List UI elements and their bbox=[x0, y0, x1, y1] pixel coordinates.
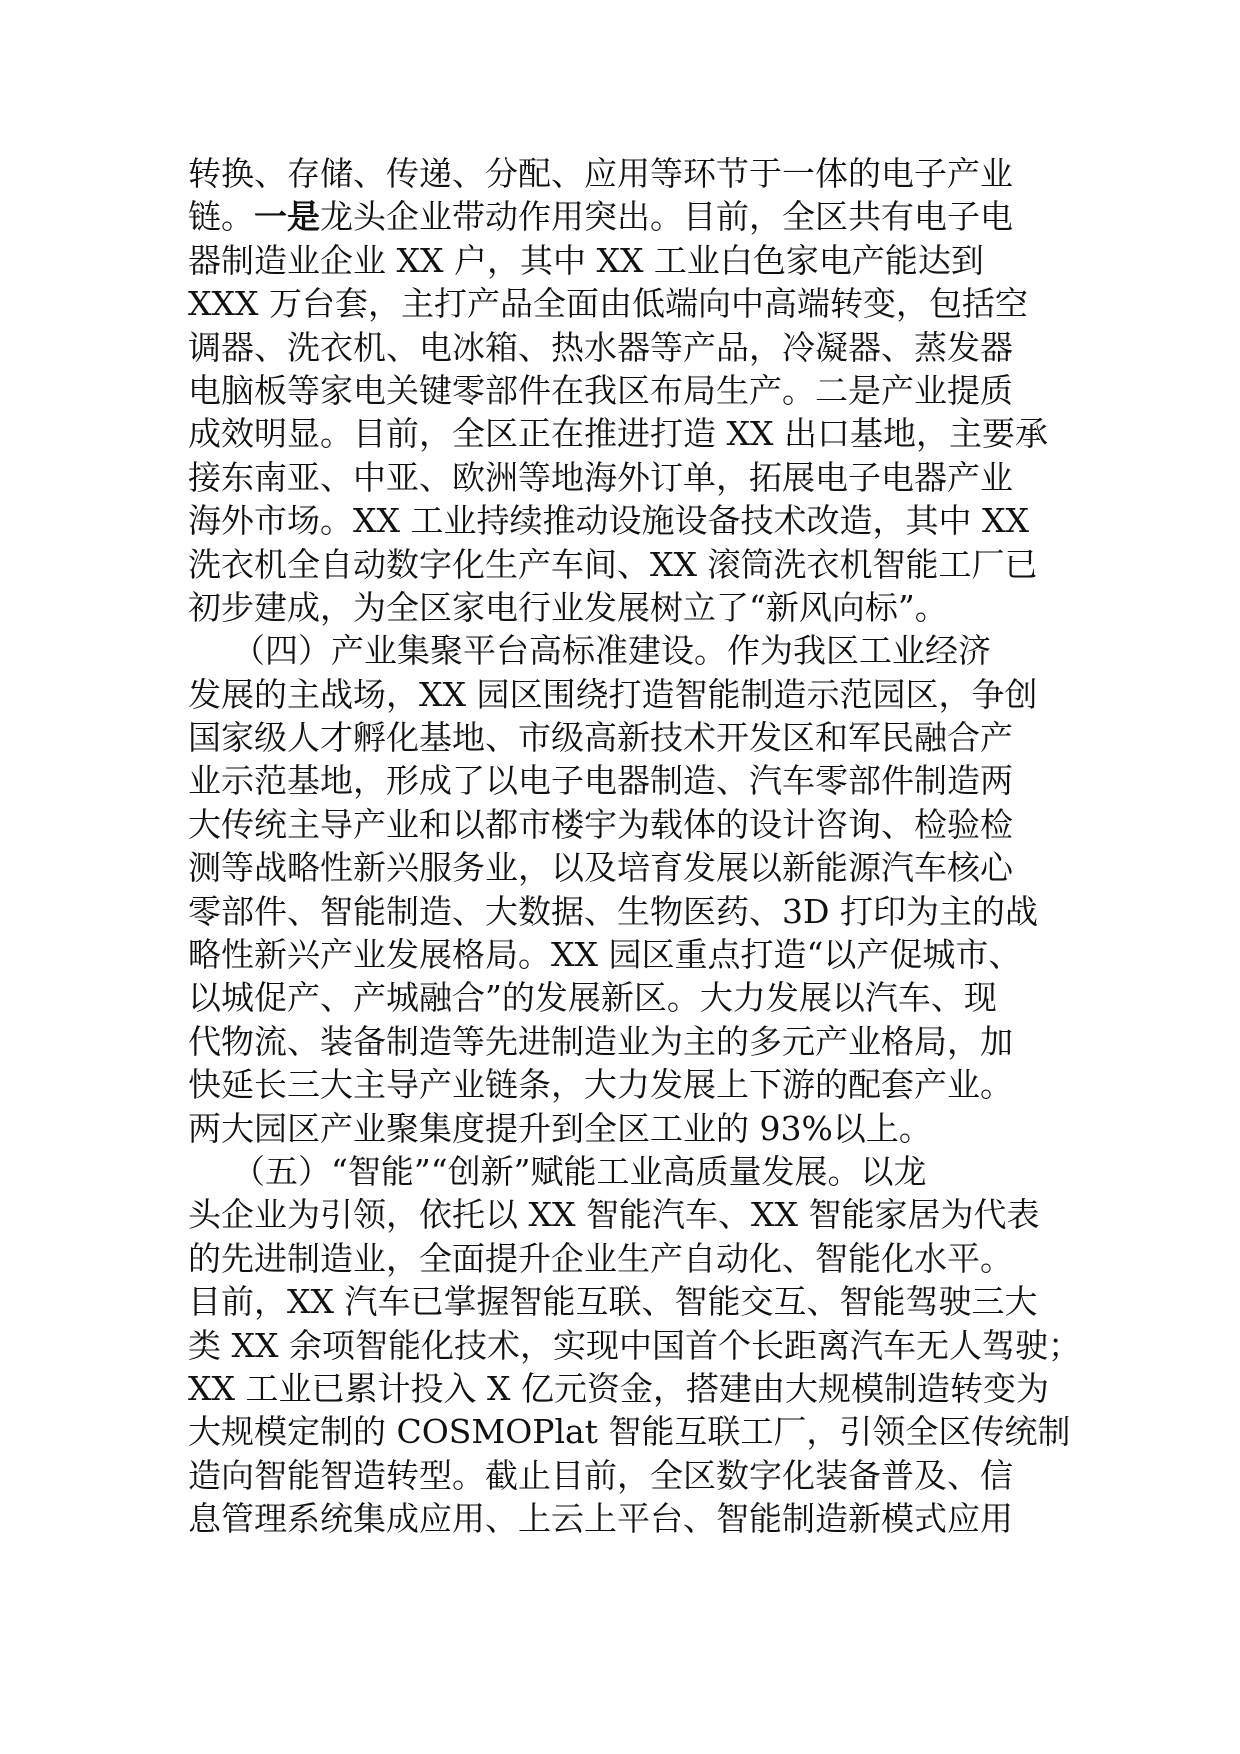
text-line: 息管理系统集成应用、上云上平台、智能制造新模式应用 bbox=[188, 1499, 1013, 1539]
text-line: 目前，XX 汽车已掌握智能互联、智能交互、智能驾驶三大 bbox=[188, 1282, 1038, 1322]
text-line: 洗衣机全自动数字化生产车间、XX 滚筒洗衣机智能工厂已 bbox=[188, 544, 1038, 584]
text-line: 测等战略性新兴服务业，以及培育发展以新能源汽车核心 bbox=[188, 848, 1013, 888]
text-line: 电脑板等家电关键零部件在我区布局生产。二是产业提质 bbox=[188, 370, 1013, 410]
text-line: 转换、存储、传递、分配、应用等环节于一体的电子产业 bbox=[188, 154, 1013, 193]
text-line: 大规模定制的 COSMOPlat 智能互联工厂，引领全区传统制 bbox=[188, 1412, 1071, 1452]
text-line: 国家级人才孵化基地、市级高新技术开发区和军民融合产 bbox=[188, 718, 1013, 758]
text-line: 头企业为引领，依托以 XX 智能汽车、XX 智能家居为代表 bbox=[188, 1195, 1040, 1235]
section-heading-line: （四）产业集聚平台高标准建设。作为我区工业经济 bbox=[232, 631, 991, 671]
text-line: 的先进制造业，全面提升企业生产自动化、智能化水平。 bbox=[188, 1238, 1013, 1278]
text-line bbox=[188, 195, 1088, 238]
text-line: 略性新兴产业发展格局。XX 园区重点打造“以产促城市、 bbox=[188, 935, 1022, 975]
text-line: 接东南亚、中亚、欧洲等地海外订单，拓展电子电器产业 bbox=[188, 457, 1013, 497]
emphasis-text: 一是 bbox=[254, 197, 320, 237]
text-line: 调器、洗衣机、电冰箱、热水器等产品，冷凝器、蒸发器 bbox=[188, 327, 1013, 367]
text-line: 零部件、智能制造、大数据、生物医药、3D 打印为主的战 bbox=[188, 891, 1038, 931]
text-line: 快延长三大主导产业链条，大力发展上下游的配套产业。 bbox=[188, 1065, 1013, 1105]
text-line: 造向智能智造转型。截止目前，全区数字化装备普及、信 bbox=[188, 1455, 1013, 1495]
text-line: 发展的主战场，XX 园区围绕打造智能制造示范园区，争创 bbox=[188, 674, 1038, 714]
text-line: 初步建成，为全区家电行业发展树立了“新风向标”。 bbox=[188, 587, 948, 627]
text-line: 两大园区产业聚集度提升到全区工业的 93%以上。 bbox=[188, 1108, 932, 1148]
text-line: 大传统主导产业和以都市楼宇为载体的设计咨询、检验检 bbox=[188, 804, 1013, 844]
text-line: 器制造业企业 XX 户，其中 XX 工业白色家电产能达到 bbox=[188, 240, 984, 280]
text-line: 代物流、装备制造等先进制造业为主的多元产业格局，加 bbox=[188, 1021, 1013, 1061]
text-line: 类 XX 余项智能化技术，实现中国首个长距离汽车无人驾驶； bbox=[188, 1325, 1081, 1365]
text-line: 成效明显。目前，全区正在推进打造 XX 出口基地，主要承 bbox=[188, 414, 1048, 454]
text-line: XXX 万台套，主打产品全面由低端向中高端转变，包括空 bbox=[188, 284, 1028, 324]
text-run: 龙头企业带动作用突出。目前，全区共有电子电 bbox=[320, 197, 1013, 237]
text-line: 海外市场。XX 工业持续推动设施设备技术改造，其中 XX bbox=[188, 501, 1029, 541]
text-line: 业示范基地，形成了以电子电器制造、汽车零部件制造两 bbox=[188, 761, 1013, 801]
section-heading-line: （五）“智能”“创新”赋能工业高质量发展。以龙 bbox=[232, 1151, 927, 1191]
text-line: 以城促产、产城融合”的发展新区。大力发展以汽车、现 bbox=[188, 978, 997, 1018]
body-text bbox=[188, 152, 1088, 1541]
text-line: XX 工业已累计投入 X 亿元资金，搭建由大规模制造转变为 bbox=[188, 1368, 1049, 1408]
text-run: 链。 bbox=[188, 197, 254, 237]
